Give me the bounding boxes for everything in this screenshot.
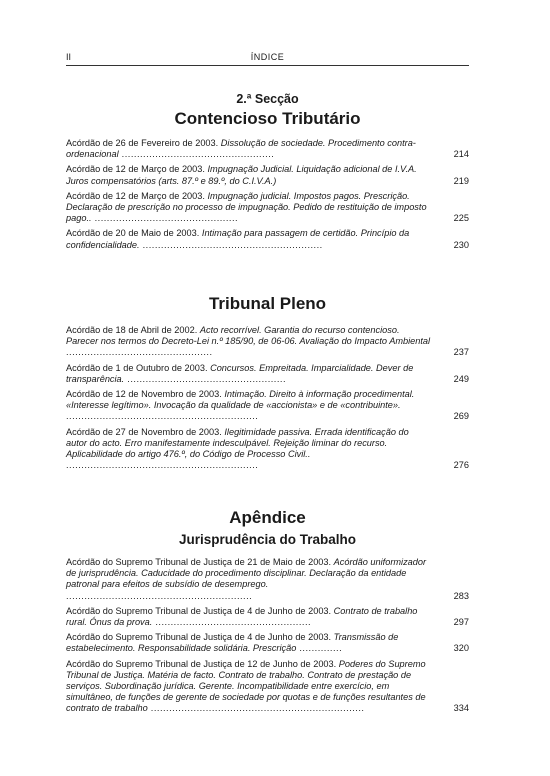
entry-text: Impugnação judicial. Impostos pagos. Prescrição. Declaração de prescrição no processo de impugnação. Pedido de restituição de imposto pago.. [66, 190, 427, 224]
entry-text: Contrato de trabalho rural. Ónus da prova. [66, 605, 418, 628]
leader-dots: ...................................................................... [147, 703, 365, 714]
entry-first: Acórdão de 12 de Março de 2003. [66, 164, 205, 175]
entry-page: 334 [453, 703, 469, 714]
toc-entry[interactable] [66, 138, 469, 160]
leader-dots: .................................................... [124, 373, 287, 384]
section-title: Tribunal Pleno [208, 294, 327, 313]
section-apendice [66, 508, 469, 719]
entry-first: Acórdão de 26 de Fevereiro de 2003. [66, 138, 219, 148]
entry-text: Intimação para passagem de certidão. Princípio da confidencialidade. [66, 228, 410, 250]
entry-text: Acto recorrível. Garantia do recurso contencioso. Parecer nos termos do Decreto-Lei n.º 185/90, de 06-06. Avaliação do Impacto Ambiental [66, 325, 431, 347]
entry-first: Acórdão de 27 de Novembro de 2003. [66, 426, 222, 437]
toc-entry[interactable] [66, 427, 469, 472]
entry-text: Ilegitimidade passiva. Errada identificação do autor do acto. Erro manifestamente indesculpável. Rejeição liminar do recurso. Aplicabilidade do artigo 476.º, do Código de Processo Civil.. [66, 426, 409, 460]
section-label: 2.ª Secção [236, 92, 299, 106]
section-contencioso-tributario [66, 92, 469, 255]
entry-first: Acórdão de 12 de Novembro de 2003. [66, 389, 222, 400]
entry-text: Dissolução de sociedade. Procedimento contra-ordenacional [66, 138, 416, 160]
toc-entry[interactable] [66, 557, 469, 602]
entry-first: Acórdão do Supremo Tribunal de Justiça de 12 de Junho de 2003. [66, 658, 337, 669]
entry-page: 283 [453, 590, 469, 601]
entry-page: 249 [453, 373, 469, 384]
entry-text: Concursos. Empreitada. Imparcialidade. Dever de transparência. [66, 362, 414, 384]
entry-page: 230 [453, 239, 469, 250]
leader-dots: ............................................................... [66, 460, 259, 471]
toc-entry[interactable] [66, 191, 469, 225]
entry-first: Acórdão de 1 de Outubro de 2003. [66, 362, 208, 373]
entry-page: 269 [453, 411, 469, 422]
leader-dots: .................................................. [118, 149, 275, 160]
toc-entry[interactable] [66, 325, 469, 359]
entry-text: Poderes do Supremo Tribunal de Justiça. Matéria de facto. Contrato de trabalho. Contrato de prestação de serviços. Subordinação jurídica. Gerente. Incompatibilidade entre exercício, em simultâneo, de funções de gerente de sociedade por quotas e de funções resultantes de contrato de trabalho [66, 658, 426, 714]
entry-page: 225 [453, 213, 469, 224]
running-header [66, 51, 469, 66]
leader-dots: ........................................................... [139, 239, 323, 250]
entry-page: 276 [453, 460, 469, 471]
entry-text: Acórdão uniformizador de jurisprudência. Caducidade do procedimento disciplinar. Declaração da entidade patronal para efeitos de subsídio de desemprego. [66, 557, 427, 590]
toc-entry[interactable] [66, 659, 469, 715]
entry-first: Acórdão do Supremo Tribunal de Justiça de 4 de Junho de 2003. [66, 605, 332, 616]
entry-text: Transmissão de estabelecimento. Responsabilidade solidária. Prescrição [66, 632, 399, 654]
entry-page: 297 [453, 617, 469, 628]
toc-entry[interactable] [66, 228, 469, 250]
entry-page: 320 [453, 643, 469, 654]
header-title: ÍNDICE [250, 52, 285, 62]
entry-text: Intimação. Direito à informação procedimental. «Interesse legítimo». Invocação da qualidade de «accionista» e de «contribuinte». [66, 389, 415, 411]
leader-dots: ................................................ [66, 347, 213, 358]
toc-entry[interactable] [66, 606, 469, 628]
entry-page: 214 [453, 149, 469, 160]
toc-entry[interactable] [66, 363, 469, 385]
entry-first: Acórdão do Supremo Tribunal de Justiça de 4 de Junho de 2003. [66, 632, 332, 643]
leader-dots: ............................................................. [66, 590, 253, 601]
toc-entry[interactable] [66, 164, 469, 186]
entry-first: Acórdão de 20 de Maio de 2003. [66, 228, 200, 239]
leader-dots: .............. [296, 643, 343, 654]
section-title: Apêndice [229, 508, 306, 527]
leader-dots: ................................................... [152, 617, 312, 628]
section-tribunal-pleno [66, 294, 469, 475]
entry-first: Acórdão de 12 de Março de 2003. [66, 190, 205, 201]
section-title: Contencioso Tributário [174, 109, 361, 128]
entry-first: Acórdão do Supremo Tribunal de Justiça de 21 de Maio de 2003. [66, 557, 332, 567]
toc-entry[interactable] [66, 632, 469, 654]
entry-text: Impugnação Judicial. Liquidação adicional de I.V.A. Juros compensatórios (arts. 87.º e 89.º, do C.I.V.A.) [66, 164, 417, 186]
leader-dots: ............................................... [91, 213, 239, 224]
leader-dots: ............................................................... [66, 411, 259, 422]
entry-page: 237 [453, 347, 469, 358]
toc-entry[interactable] [66, 389, 469, 423]
entry-first: Acórdão de 18 de Abril de 2002. [66, 325, 198, 335]
section-subtitle: Jurisprudência do Trabalho [178, 532, 357, 547]
entry-page: 219 [453, 175, 469, 186]
page-number: II [66, 52, 72, 62]
